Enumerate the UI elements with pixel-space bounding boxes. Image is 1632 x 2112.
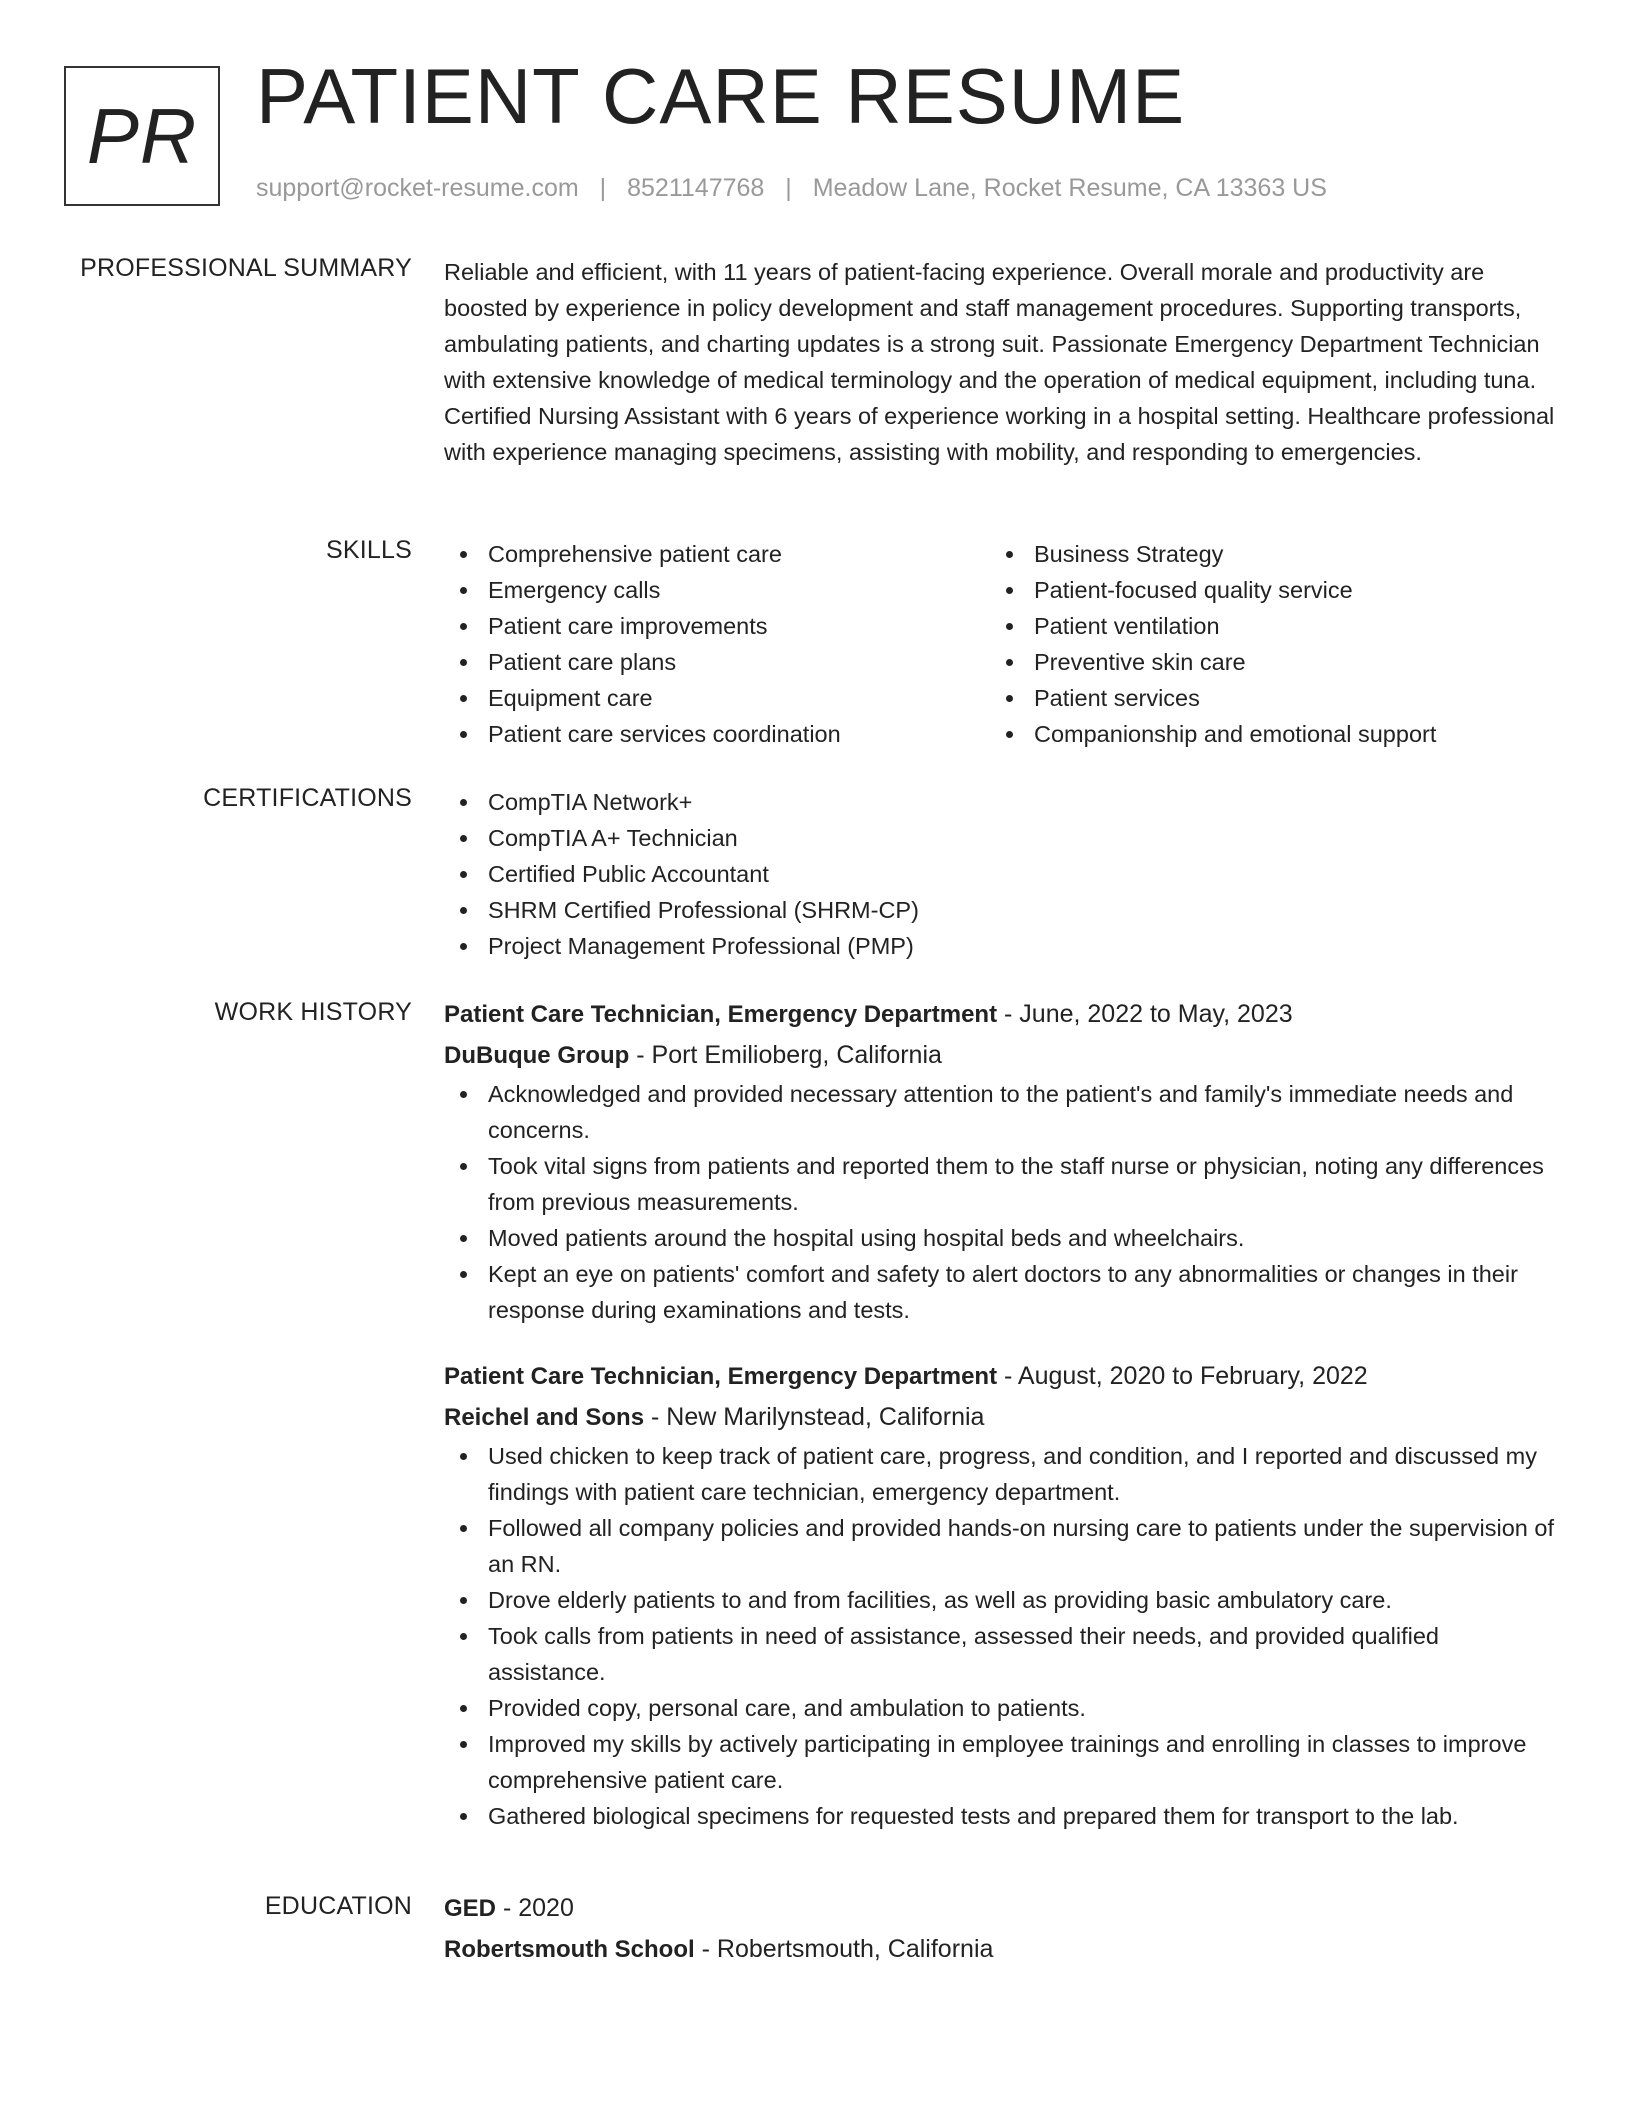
certification-item: SHRM Certified Professional (SHRM-CP) — [444, 892, 1556, 928]
job-duty-item: Followed all company policies and provided hands-on nursing care to patients under the supervision of an RN. — [444, 1510, 1556, 1582]
skill-item: Patient-focused quality service — [990, 572, 1536, 608]
job-duties-list — [444, 1076, 1556, 1328]
job-title: Patient Care Technician, Emergency Department — [444, 1363, 998, 1390]
job-duty-item: Gathered biological specimens for requested tests and prepared them for transport to the lab. — [444, 1798, 1556, 1834]
skill-item: Preventive skin care — [990, 644, 1536, 680]
contact-address: Meadow Lane, Rocket Resume, CA 13363 US — [812, 174, 1327, 202]
skill-item: Business Strategy — [990, 536, 1536, 572]
summary-body — [444, 254, 1556, 470]
job-entry — [444, 994, 1556, 1328]
education-school: Robertsmouth School — [444, 1936, 695, 1963]
skill-item: Equipment care — [444, 680, 990, 716]
education-location: - Robertsmouth, California — [694, 1935, 994, 1963]
skill-item: Patient care improvements — [444, 608, 990, 644]
job-duty-item: Acknowledged and provided necessary attention to the patient's and family's immediate needs and concerns. — [444, 1076, 1556, 1148]
work-history-body — [444, 994, 1556, 1834]
monogram-box — [64, 66, 220, 206]
job-company: Reichel and Sons — [444, 1404, 645, 1431]
section-label-certifications: CERTIFICATIONS — [203, 784, 412, 812]
job-duty-item: Drove elderly patients to and from facilities, as well as providing basic ambulatory care. — [444, 1582, 1556, 1618]
education-degree: GED — [444, 1895, 497, 1922]
skills-body — [444, 536, 1556, 752]
skill-item: Emergency calls — [444, 572, 990, 608]
job-duty-item: Provided copy, personal care, and ambulation to patients. — [444, 1690, 1556, 1726]
section-label-work-history: WORK HISTORY — [214, 998, 412, 1026]
contact-separator: | — [599, 174, 607, 202]
monogram-initials: PR — [86, 91, 198, 180]
education-degree-line — [444, 1888, 1556, 1929]
contact-phone[interactable]: 8521147768 — [627, 174, 765, 202]
certification-item: CompTIA Network+ — [444, 784, 1556, 820]
section-label-skills: SKILLS — [326, 536, 412, 564]
job-location: - Port Emilioberg, California — [629, 1041, 942, 1069]
education-year: - 2020 — [496, 1894, 574, 1922]
resume-title: PATIENT CARE RESUME — [256, 52, 1186, 140]
job-company-line — [444, 1397, 1556, 1438]
job-duty-item: Used chicken to keep track of patient care, progress, and condition, and I reported and discussed my findings with patient care technician, emergency department. — [444, 1438, 1556, 1510]
job-duty-item: Moved patients around the hospital using hospital beds and wheelchairs. — [444, 1220, 1556, 1256]
job-duties-list — [444, 1438, 1556, 1834]
section-label-education: EDUCATION — [264, 1892, 412, 1920]
skill-item: Patient care services coordination — [444, 716, 990, 752]
job-company: DuBuque Group — [444, 1042, 630, 1069]
contact-separator: | — [785, 174, 792, 202]
job-title: Patient Care Technician, Emergency Department — [444, 1001, 998, 1028]
job-dates: - June, 2022 to May, 2023 — [997, 1000, 1293, 1028]
certifications-list — [444, 784, 1556, 964]
certifications-body — [444, 784, 1556, 964]
skill-item: Comprehensive patient care — [444, 536, 990, 572]
job-duty-item: Kept an eye on patients' comfort and safety to alert doctors to any abnormalities or changes in their response during examinations and tests. — [444, 1256, 1556, 1328]
skills-list-right — [990, 536, 1536, 752]
skill-item: Patient care plans — [444, 644, 990, 680]
job-duty-item: Improved my skills by actively participating in employee trainings and enrolling in classes to improve comprehensive patient care. — [444, 1726, 1556, 1798]
certification-item: Project Management Professional (PMP) — [444, 928, 1556, 964]
summary-text: Reliable and efficient, with 11 years of patient-facing experience. Overall morale and productivity are boosted by experience in policy development and staff management procedures. Supporting transports, ambulating patients, and charting updates is a strong suit. Passionate Emergency Department Technician with extensive knowledge of medical terminology and the operation of medical equipment, including tuna. Certified Nursing Assistant with 6 years of experience working in a hospital setting. Healthcare professional with experience managing specimens, assisting with mobility, and responding to emergencies. — [444, 259, 1555, 465]
skill-item: Patient ventilation — [990, 608, 1536, 644]
job-duty-item: Took calls from patients in need of assistance, assessed their needs, and provided qualified assistance. — [444, 1618, 1556, 1690]
education-body — [444, 1888, 1556, 1970]
job-title-line — [444, 994, 1556, 1035]
job-title-line — [444, 1356, 1556, 1397]
contact-line — [256, 174, 1327, 203]
education-school-line — [444, 1929, 1556, 1970]
certification-item: CompTIA A+ Technician — [444, 820, 1556, 856]
job-dates: - August, 2020 to February, 2022 — [997, 1362, 1368, 1390]
job-location: - New Marilynstead, California — [644, 1403, 985, 1431]
contact-email[interactable]: support@rocket-resume.com — [256, 174, 579, 202]
skill-item: Patient services — [990, 680, 1536, 716]
skill-item: Companionship and emotional support — [990, 716, 1536, 752]
job-duty-item: Took vital signs from patients and reported them to the staff nurse or physician, noting any differences from previous measurements. — [444, 1148, 1556, 1220]
skills-list-left — [444, 536, 990, 752]
section-label-summary: PROFESSIONAL SUMMARY — [80, 254, 412, 282]
job-company-line — [444, 1035, 1556, 1076]
certification-item: Certified Public Accountant — [444, 856, 1556, 892]
job-entry — [444, 1356, 1556, 1834]
